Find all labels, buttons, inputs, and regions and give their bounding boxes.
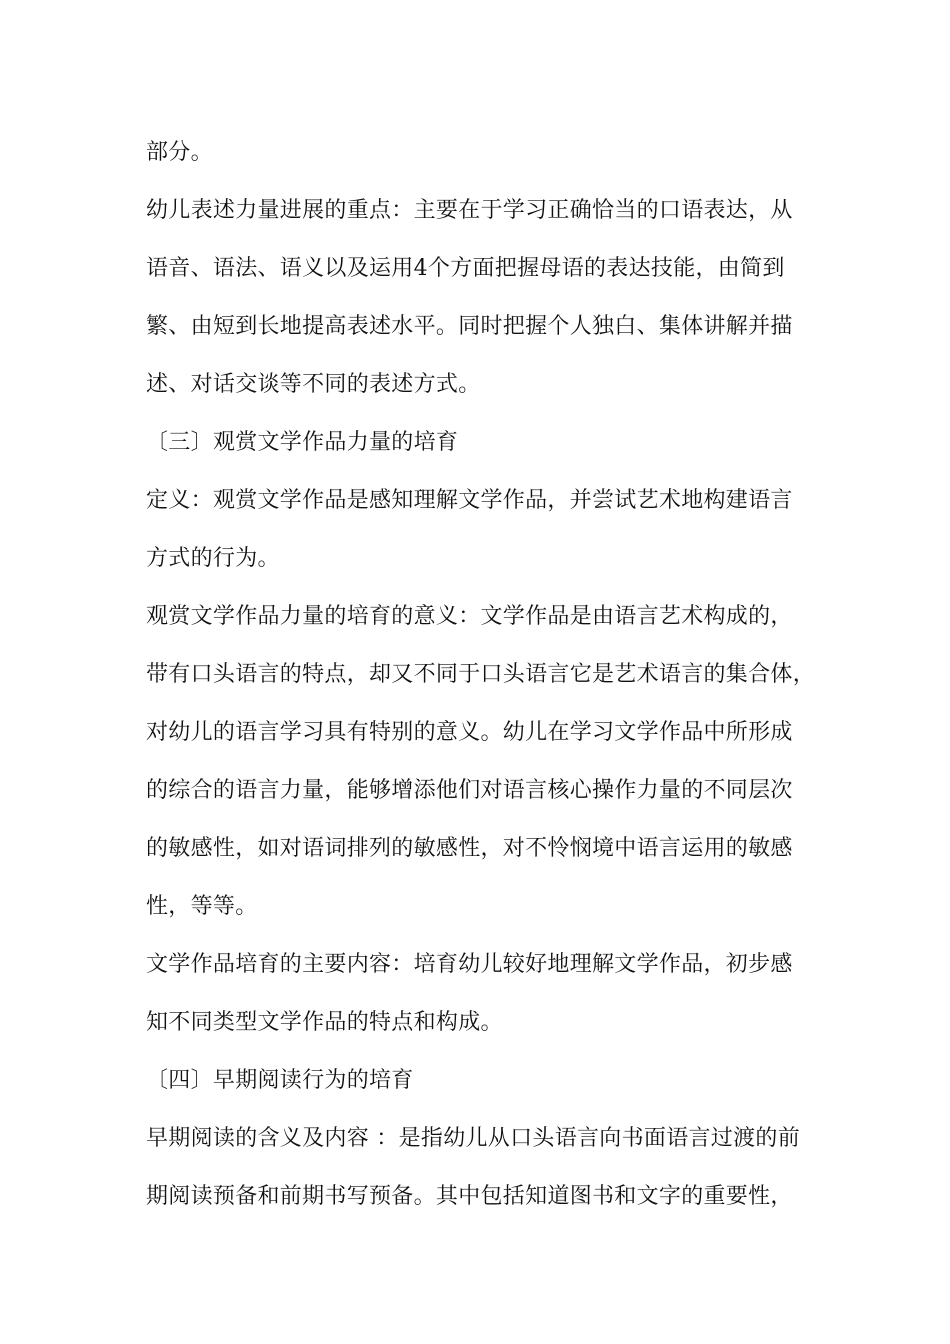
paragraph-line: 早期阅读的含义及内容 ：是指幼儿从口头语言向书面语言过渡的前 — [146, 1126, 800, 1151]
paragraph-line: 的敏感性，如对语词排列的敏感性，对不怜悯境中语言运用的敏感 — [146, 836, 793, 861]
paragraph-line: 对幼儿的语言学习具有特别的意义。幼儿在学习文学作品中所形成 — [146, 720, 793, 745]
paragraph-line: 的综合的语言力量，能够增添他们对语言核心操作力量的不同层次 — [146, 778, 793, 803]
paragraph-line: 带有口头语言的特点，却又不同于口头语言它是艺术语言的集合体， — [146, 662, 816, 687]
paragraph-line: 文学作品培育的主要内容：培育幼儿较好地理解文学作品，初步感 — [146, 952, 793, 977]
paragraph-line: 幼儿表述力量进展的重点：主要在于学习正确恰当的口语表达，从 — [146, 198, 793, 223]
section-heading: 〔三〕观赏文学作品力量的培育 — [146, 430, 459, 455]
paragraph-line: 语音、语法、语义以及运用4个方面把握母语的表达技能，由简到 — [146, 256, 785, 281]
paragraph-line: 繁、由短到长地提高表述水平。同时把握个人独白、集体讲解并描 — [146, 314, 793, 339]
paragraph-line: 性，等等。 — [146, 894, 258, 919]
section-heading: 〔四〕早期阅读行为的培育 — [146, 1068, 414, 1093]
paragraph-line: 部分。 — [146, 140, 213, 165]
paragraph-line: 知不同类型文学作品的特点和构成。 — [146, 1010, 503, 1035]
paragraph-line: 方式的行为。 — [146, 546, 280, 571]
paragraph-line: 述、对话交谈等不同的表述方式。 — [146, 372, 481, 397]
paragraph-line: 观赏文学作品力量的培育的意义：文学作品是由语言艺术构成的， — [146, 604, 793, 629]
paragraph-line: 期阅读预备和前期书写预备。其中包括知道图书和文字的重要性， — [146, 1184, 793, 1209]
paragraph-line: 定义：观赏文学作品是感知理解文学作品，并尝试艺术地构建语言 — [146, 488, 793, 513]
